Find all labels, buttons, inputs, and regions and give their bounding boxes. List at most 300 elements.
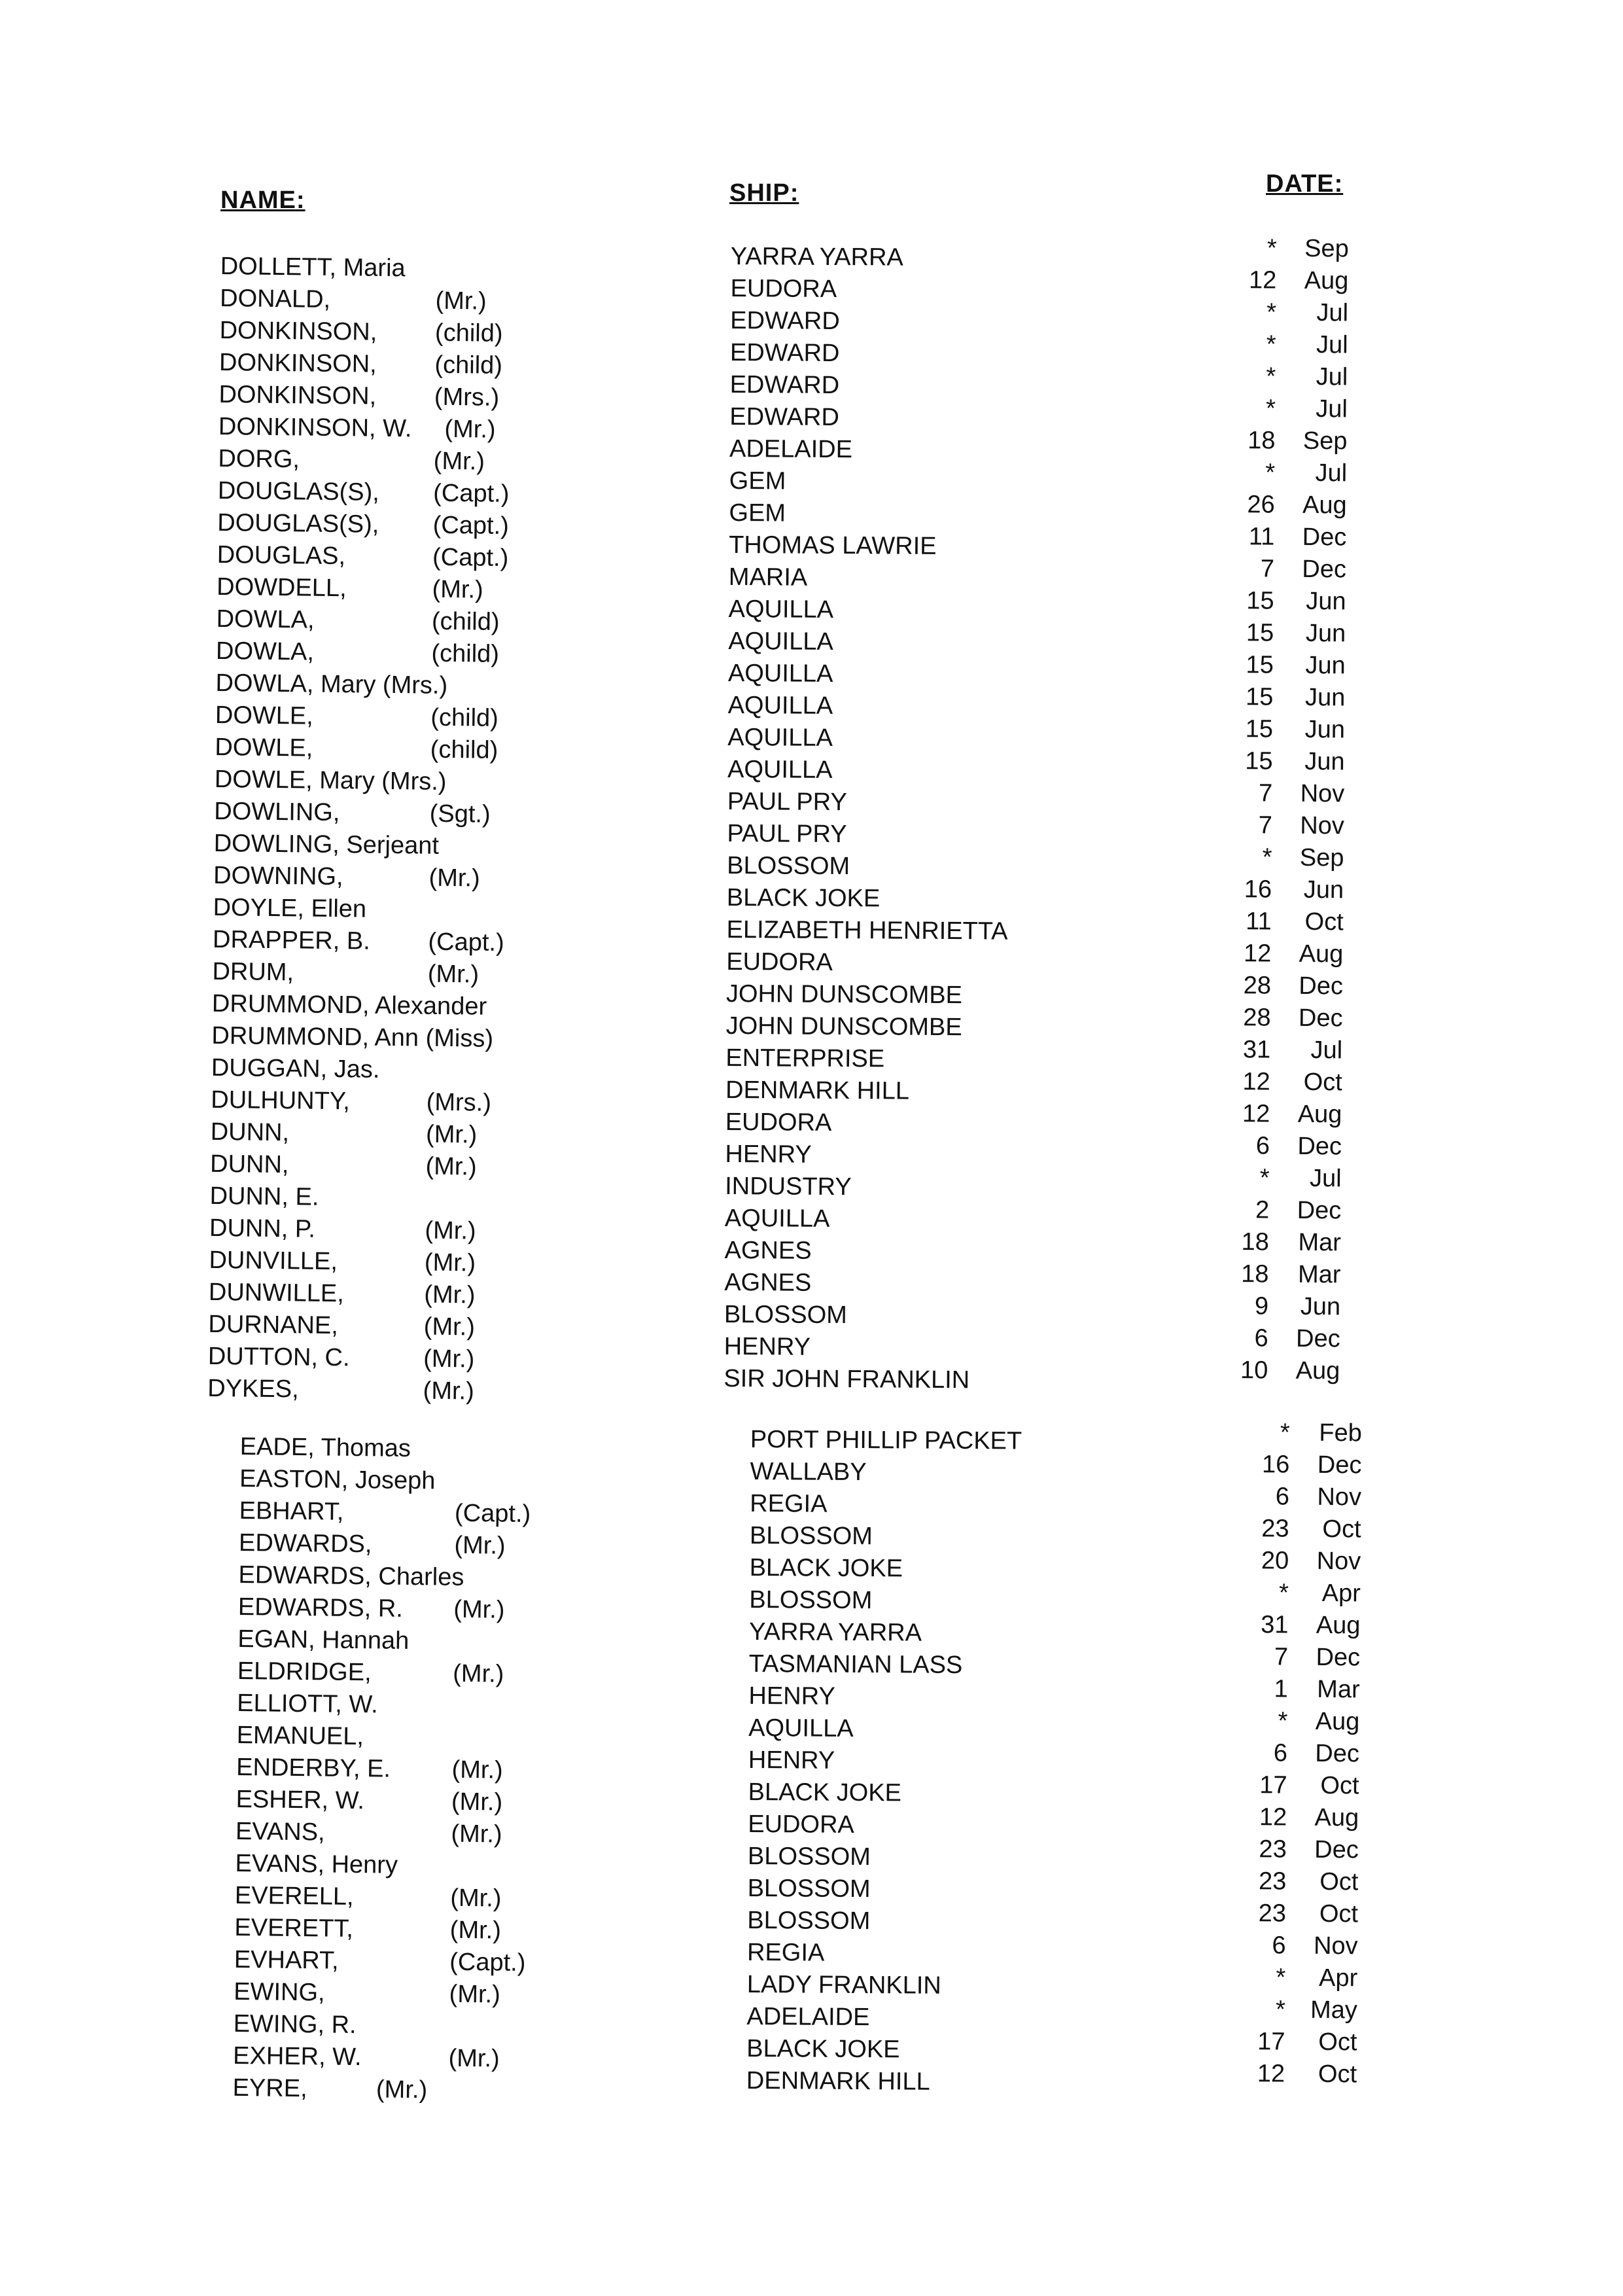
entry-date-month: Jun (1305, 651, 1346, 680)
entry-ship: DENMARK HILL (746, 2066, 930, 2096)
entry-ship: BLOSSOM (727, 851, 850, 881)
entry-name: EADE, Thomas (239, 1432, 411, 1462)
entry-ship: AQUILLA (727, 659, 833, 688)
entry-date-month: Jul (1310, 1036, 1343, 1065)
entry-ship: EUDORA (730, 274, 837, 303)
entry-date-month: Aug (1297, 1100, 1342, 1129)
entry-date (1241, 1609, 1360, 1642)
entry-date (1223, 1098, 1342, 1131)
entry-date-day: 6 (1254, 1324, 1268, 1352)
entry-date-day: 15 (1245, 747, 1273, 775)
entry-name: EVANS, (235, 1817, 325, 1846)
entry-name: EDWARDS, (238, 1528, 372, 1559)
entry-name-row (236, 1720, 528, 1755)
entry-title: (Mr.) (449, 1916, 502, 1945)
entry-ship: PAUL PRY (727, 787, 847, 817)
entry-date-month: Apr (1318, 1964, 1358, 1992)
entry-name-row (211, 1084, 502, 1120)
entry-date-day: 7 (1260, 555, 1275, 583)
entry-name: DULHUNTY, (211, 1086, 351, 1116)
entry-ship: BLOSSOM (747, 1842, 871, 1871)
entry-ship: AQUILLA (727, 691, 833, 720)
entry-name: EWING, (234, 1977, 325, 2007)
entry-date-month: Mar (1297, 1260, 1341, 1289)
entry-date-month: Jul (1316, 395, 1348, 423)
entry-date-day: 2 (1255, 1196, 1270, 1224)
entry-title: (Mr.) (427, 960, 480, 989)
entry-date (1227, 617, 1346, 650)
entry-date-month: Dec (1314, 1835, 1359, 1864)
entry-date (1223, 1034, 1342, 1067)
entry-name-row (217, 539, 508, 574)
entry-name-row (218, 443, 510, 478)
entry-date-month: Aug (1315, 1707, 1360, 1736)
entry-name: EVHART, (234, 1945, 339, 1975)
entry-ship: JOHN DUNSCOMBE (725, 980, 963, 1010)
entry-ship: MARIA (728, 563, 808, 592)
entry-title: (Mr.) (450, 1884, 502, 1913)
entry-name-row (237, 1623, 529, 1659)
entry-title: (Sgt.) (429, 800, 491, 828)
entry-date-day: 15 (1246, 651, 1274, 679)
entry-name-row (217, 571, 508, 607)
entry-name-row (233, 2008, 525, 2043)
entry-ship: AGNES (724, 1236, 812, 1265)
entry-date (1222, 1226, 1341, 1259)
entry-date (1225, 841, 1344, 874)
entry-date (1230, 232, 1349, 265)
entry-date-month: Nov (1316, 1547, 1361, 1576)
entry-name-row (211, 1020, 503, 1055)
date-column-header: DATE: (1266, 170, 1344, 198)
entry-date-month: Aug (1299, 940, 1344, 968)
entry-title: (Mrs.) (426, 1088, 492, 1117)
entry-date (1240, 1705, 1359, 1738)
entry-date-month: Sep (1299, 843, 1344, 872)
entry-ship: GEM (729, 467, 786, 495)
entry-date (1238, 2058, 1357, 2091)
entry-ship: WALLABY (750, 1457, 867, 1487)
ships-column-section-2 (746, 1424, 1022, 2099)
entry-title: (Mr.) (428, 864, 480, 892)
entry-date-month: Nov (1300, 811, 1345, 840)
entry-ship: YARRA YARRA (730, 242, 903, 272)
names-column-section-1 (207, 251, 512, 1408)
entry-date-month: Jun (1300, 1292, 1341, 1321)
entry-date-day: 6 (1273, 1739, 1288, 1767)
entry-name: EASTON, Joseph (239, 1464, 436, 1495)
entry-date-month: Jun (1304, 715, 1346, 744)
entry-date-day: 12 (1243, 940, 1272, 968)
entry-name: DONKINSON, W. (218, 412, 412, 443)
entry-date-day: 16 (1261, 1451, 1290, 1479)
entry-date-day: 18 (1241, 1260, 1269, 1288)
entry-name-row (219, 347, 511, 382)
entry-name: DOYLE, Ellen (213, 893, 367, 923)
entry-ship: ELIZABETH HENRIETTA (726, 915, 1008, 945)
entry-date (1240, 1801, 1359, 1834)
entry-date-month: Sep (1302, 427, 1348, 455)
entry-date-day: 6 (1275, 1483, 1290, 1511)
entry-ship: HENRY (748, 1746, 835, 1775)
entry-name: EXHER, W. (232, 2041, 362, 2072)
entry-name-row (208, 1341, 500, 1376)
entry-date-month: Jun (1304, 747, 1345, 776)
entry-name: EVERELL, (234, 1881, 354, 1911)
entry-name: DOWLE, (215, 733, 313, 762)
entry-ship: BLACK JOKE (726, 883, 881, 913)
entry-name-row (214, 796, 506, 831)
entry-name-row (215, 699, 507, 735)
entry-title: (Capt.) (432, 511, 510, 540)
entry-date (1227, 553, 1346, 586)
entry-name: DOWLE, (215, 701, 314, 730)
entry-date-month: Apr (1321, 1579, 1361, 1608)
entry-date-day: * (1262, 843, 1272, 872)
entry-name-row (236, 1784, 527, 1819)
entry-name-row (220, 251, 512, 286)
entry-date (1226, 713, 1345, 746)
entry-date (1239, 1898, 1358, 1930)
entry-ship: AQUILLA (724, 1204, 830, 1233)
entry-date-day: * (1280, 1419, 1290, 1447)
entry-title: (child) (431, 607, 500, 636)
entry-ship: REGIA (746, 1938, 825, 1967)
entry-date (1242, 1577, 1361, 1610)
entry-date (1242, 1449, 1361, 1481)
entry-date-day: * (1275, 1996, 1286, 2024)
entry-date-month: Oct (1303, 1068, 1342, 1097)
entry-date (1240, 1833, 1359, 1866)
entry-name: DOUGLAS(S), (217, 508, 379, 539)
entry-ship: EUDORA (725, 1108, 832, 1137)
entry-date-month: Jun (1305, 619, 1346, 648)
entry-date (1229, 328, 1348, 361)
entry-date-day: 31 (1242, 1036, 1271, 1064)
entry-title: (child) (434, 351, 503, 380)
entry-date (1238, 1930, 1357, 1962)
entry-ship: BLOSSOM (749, 1521, 873, 1551)
entry-title: (Mr.) (451, 1788, 503, 1816)
dates-column-section-1 (1221, 232, 1349, 1387)
entry-ship: SIR JOHN FRANKLIN (724, 1364, 970, 1394)
entry-date-month: Nov (1313, 1932, 1358, 1960)
entry-ship: ENTERPRISE (725, 1044, 885, 1073)
entry-title: (Mr.) (451, 1820, 502, 1848)
entry-date (1240, 1769, 1359, 1802)
entry-date (1225, 809, 1344, 842)
entry-name: DOWLA, (216, 605, 315, 634)
entry-name: EVANS, Henry (235, 1849, 398, 1879)
entry-date-month: Jun (1306, 587, 1346, 616)
entry-date (1225, 874, 1344, 906)
entry-date (1225, 777, 1344, 810)
entry-name-row (218, 411, 510, 446)
entry-date (1221, 1322, 1340, 1355)
entry-name: DRUM, (212, 957, 294, 987)
entry-name-row (217, 507, 509, 542)
entry-title: (child) (434, 319, 503, 347)
entry-name-row (234, 1912, 526, 1947)
entry-ship: GEM (729, 499, 786, 527)
entry-name: DUNN, E. (209, 1182, 319, 1211)
entry-date (1229, 264, 1348, 297)
entry-date (1223, 1130, 1342, 1163)
entry-name-row (216, 603, 508, 639)
entry-date-month: Jul (1315, 459, 1348, 487)
entry-ship: EUDORA (748, 1810, 854, 1839)
entry-date-day: 11 (1246, 908, 1272, 936)
entry-date-day: 12 (1248, 266, 1277, 294)
entry-ship: PORT PHILLIP PACKET (750, 1426, 1022, 1455)
entry-name-row (239, 1431, 531, 1466)
entry-date-day: 23 (1259, 1835, 1287, 1863)
entry-name: DOWLING, (214, 797, 340, 827)
entry-title: (Mr.) (444, 415, 496, 444)
names-column-section-2 (232, 1431, 531, 2108)
entry-date-month: Mar (1317, 1675, 1360, 1704)
entry-title: (Mr.) (425, 1120, 478, 1149)
entry-date-day: * (1259, 1164, 1270, 1192)
entry-ship: AQUILLA (728, 627, 833, 656)
entry-name: DRUMMOND, Ann (Miss) (211, 1021, 494, 1053)
entry-name: EBHART, (239, 1496, 344, 1526)
entry-date-month: Dec (1302, 523, 1347, 552)
entry-date-month: Oct (1318, 2060, 1357, 2089)
entry-ship: THOMAS LAWRIE (729, 531, 937, 560)
entry-name-row (213, 860, 505, 895)
entry-date-month: Dec (1297, 1196, 1342, 1225)
entry-title: (Capt.) (454, 1499, 531, 1528)
entry-title: (Mr.) (449, 1980, 501, 2009)
entry-date (1238, 1962, 1357, 1994)
entry-date-day: 15 (1246, 587, 1274, 615)
entry-date-month: May (1310, 1996, 1358, 2024)
entry-name-row (208, 1309, 500, 1344)
entry-date (1222, 1194, 1341, 1227)
entry-date-month: Nov (1317, 1483, 1362, 1511)
entry-name: DOWNING, (213, 861, 343, 891)
entry-name-row (237, 1687, 529, 1723)
entry-date (1223, 1002, 1342, 1034)
entry-date-month: Oct (1319, 1867, 1359, 1896)
entry-date-day: * (1266, 330, 1276, 359)
entry-date-day: * (1276, 1964, 1286, 1992)
entry-date-day: 15 (1245, 683, 1274, 711)
entry-date-month: Dec (1315, 1739, 1360, 1768)
entry-name: EVERETT, (234, 1913, 354, 1943)
entry-name: DYKES, (207, 1374, 299, 1404)
entry-name-row (213, 828, 505, 863)
entry-date (1240, 1737, 1359, 1770)
entry-ship: LADY FRANKLIN (746, 1970, 941, 2000)
entry-title: (Mr.) (423, 1377, 474, 1405)
entry-date (1228, 425, 1347, 457)
entry-date (1221, 1354, 1340, 1387)
entry-date-day: 17 (1257, 2028, 1285, 2056)
entry-date-day: 12 (1257, 2060, 1285, 2088)
entry-date-month: Jun (1303, 875, 1344, 904)
entry-name: DRUMMOND, Alexander (211, 989, 487, 1021)
entry-date-month: Jul (1309, 1165, 1342, 1193)
entry-date-day: 12 (1242, 1100, 1270, 1128)
entry-date-month: Dec (1298, 1004, 1343, 1033)
entry-title: (child) (430, 703, 499, 732)
entry-date-day: * (1265, 459, 1276, 487)
entry-name-row (239, 1463, 531, 1498)
entry-name: DUGGAN, Jas. (211, 1053, 380, 1084)
entry-name-row (209, 1245, 500, 1280)
entry-date-day: 12 (1242, 1068, 1270, 1096)
entry-title: (child) (430, 735, 498, 764)
entry-name: ELDRIDGE, (237, 1657, 372, 1687)
entry-date (1227, 585, 1346, 618)
entry-name-row (238, 1591, 530, 1627)
entry-date (1228, 489, 1347, 521)
entry-date (1227, 649, 1346, 682)
entry-date (1222, 1162, 1341, 1195)
entry-name: DUNWILLE, (208, 1278, 345, 1308)
entry-name-row (215, 764, 506, 799)
entry-title: (Capt.) (449, 1948, 526, 1977)
entry-name: DORG, (218, 444, 300, 474)
entry-title: (Mr.) (425, 1152, 477, 1181)
entry-title: (Capt.) (433, 479, 510, 508)
entry-ship: INDUSTRY (725, 1172, 852, 1201)
entry-name-row (234, 1944, 526, 1979)
entry-name-row (218, 379, 510, 414)
entry-name: DUTTON, C. (207, 1342, 350, 1372)
entry-name-row (211, 1052, 503, 1087)
ship-column-header: SHIP: (729, 179, 799, 207)
entry-date (1243, 1417, 1362, 1449)
entry-date-day: 17 (1259, 1771, 1287, 1799)
entry-date (1224, 938, 1343, 970)
entry-date-day: 9 (1254, 1292, 1269, 1320)
entry-title: (Mr.) (453, 1595, 505, 1624)
entry-name: DOWLING, Serjeant (213, 829, 440, 860)
entry-name: EMANUEL, (236, 1721, 364, 1751)
entry-title: (Mr.) (432, 575, 483, 604)
entry-date-day: 15 (1245, 715, 1274, 743)
entry-name: EDWARDS, R. (237, 1593, 404, 1623)
entry-name-row (234, 1976, 525, 2011)
entry-name-row (236, 1752, 528, 1787)
entry-date-day: 28 (1243, 972, 1272, 1000)
entry-name: DONKINSON, (219, 316, 377, 346)
entry-name-row (235, 1848, 527, 1883)
entry-date (1239, 1865, 1358, 1898)
entry-ship: ADELAIDE (746, 2002, 870, 2032)
entry-title: (Mr.) (451, 1756, 503, 1784)
entry-date-month: Oct (1322, 1515, 1361, 1544)
entry-date-month: Aug (1316, 1611, 1361, 1640)
entry-ship: HENRY (748, 1682, 835, 1710)
entry-date-month: Dec (1295, 1324, 1340, 1353)
entry-date (1242, 1545, 1361, 1578)
entry-date (1224, 970, 1343, 1002)
entry-ship: EUDORA (726, 947, 833, 976)
entry-name: DOWLA, Mary (Mrs.) (215, 669, 448, 699)
entry-name-row (232, 2072, 524, 2108)
entry-date-day: 18 (1248, 427, 1276, 455)
entry-name-row (219, 315, 511, 350)
entry-date (1221, 1258, 1340, 1291)
entry-date-month: Jul (1316, 363, 1348, 391)
entry-ship: BLOSSOM (749, 1585, 873, 1615)
entry-name: DONKINSON, (218, 380, 377, 410)
entry-name: EYRE, (232, 2074, 307, 2103)
entry-name: DONALD, (219, 284, 331, 313)
entry-date-day: 6 (1272, 1932, 1286, 1960)
entry-title: (Mr.) (433, 447, 485, 476)
entry-title: (Capt.) (428, 928, 504, 957)
entry-date (1228, 457, 1347, 489)
entry-ship: AQUILLA (727, 723, 833, 752)
entry-date-month: Aug (1295, 1356, 1340, 1385)
entry-name-row (220, 283, 512, 318)
entry-ship: EDWARD (729, 370, 840, 400)
entry-date-month: Aug (1314, 1803, 1359, 1832)
entry-ship: DENMARK HILL (725, 1076, 910, 1105)
entry-name: EGAN, Hannah (237, 1625, 410, 1655)
entry-date-day: 23 (1258, 1867, 1287, 1896)
entry-name-row (212, 988, 504, 1023)
entry-date-day: 7 (1258, 811, 1273, 839)
entry-date-month: Oct (1320, 1771, 1359, 1800)
entry-name: DUNN, P. (209, 1214, 316, 1243)
entry-name-row (216, 635, 508, 671)
entry-date-day: * (1265, 395, 1276, 423)
entry-date-month: Feb (1319, 1419, 1362, 1447)
entry-date-day: * (1278, 1707, 1288, 1735)
entry-name-row (209, 1277, 500, 1312)
entry-title: (Mr.) (425, 1216, 476, 1245)
entry-name-row (213, 924, 504, 959)
entry-name-row (210, 1116, 502, 1152)
entry-date (1229, 361, 1348, 393)
entry-date-day: 23 (1258, 1899, 1287, 1928)
entry-name-row (207, 1373, 499, 1408)
entry-date-month: Nov (1300, 779, 1345, 808)
entry-date-day: 6 (1255, 1132, 1270, 1160)
entry-date-month: Aug (1304, 266, 1349, 295)
entry-date-month: Sep (1304, 234, 1349, 263)
entry-ship: EDWARD (729, 338, 840, 368)
entry-date-month: Jul (1316, 299, 1349, 327)
entry-date-day: 15 (1246, 619, 1274, 647)
entry-name-row (213, 892, 504, 927)
entry-date-month: Dec (1316, 1643, 1361, 1672)
entry-date-day: * (1266, 362, 1276, 391)
entry-name: EDWARDS, Charles (238, 1561, 464, 1591)
entry-name-row (218, 475, 510, 510)
entry-ship: TASMANIAN LASS (748, 1650, 963, 1679)
entry-ship: BLACK JOKE (749, 1553, 903, 1583)
entry-date-day: 23 (1261, 1515, 1289, 1543)
entry-name-row (233, 2040, 525, 2075)
entry-date-day: * (1278, 1579, 1289, 1607)
entry-date (1241, 1641, 1360, 1674)
name-column-header: NAME: (220, 186, 305, 214)
entry-name-row (209, 1212, 501, 1248)
entry-ship: ADELAIDE (729, 434, 853, 464)
entry-name-row (238, 1559, 530, 1595)
entry-title: (Mr.) (448, 2044, 500, 2073)
entry-date (1241, 1673, 1360, 1706)
entry-date-month: Mar (1298, 1228, 1342, 1257)
entry-name: DOUGLAS, (217, 540, 346, 571)
